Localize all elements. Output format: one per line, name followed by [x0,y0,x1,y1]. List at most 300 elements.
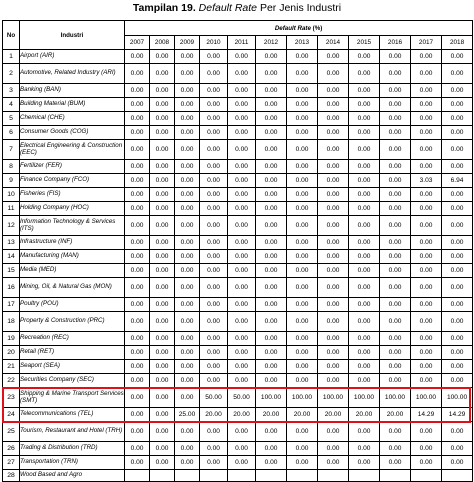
rate-cell: 0.00 [150,126,175,140]
rate-cell: 0.00 [228,216,256,236]
rate-cell: 20.00 [287,408,318,422]
rate-cell: 0.00 [442,216,473,236]
rate-cell: 0.00 [318,422,349,442]
industry-name: Airport (AIR) [20,50,125,64]
rate-cell: 0.00 [125,188,150,202]
industry-name: Poultry (POU) [20,298,125,312]
rate-cell: 0.00 [125,388,150,408]
rate-cell: 0.00 [228,50,256,64]
rate-cell: 0.00 [200,50,228,64]
rate-cell: 0.00 [287,312,318,332]
rate-cell [256,470,287,482]
rate-cell: 0.00 [150,98,175,112]
rate-cell: 0.00 [228,360,256,374]
rate-cell: 0.00 [175,298,200,312]
rate-cell: 0.00 [150,360,175,374]
rate-cell: 0.00 [411,442,442,456]
rate-cell: 0.00 [380,188,411,202]
header-industry: Industri [20,21,125,50]
rate-cell: 0.00 [380,98,411,112]
row-number: 6 [3,126,20,140]
rate-cell: 0.00 [256,126,287,140]
rate-cell: 0.00 [256,112,287,126]
rate-cell: 100.00 [380,388,411,408]
rate-cell: 0.00 [175,112,200,126]
industry-name: Banking (BAN) [20,84,125,98]
rate-cell: 0.00 [125,160,150,174]
rate-cell: 0.00 [442,84,473,98]
rate-cell: 20.00 [256,408,287,422]
rate-cell: 0.00 [256,84,287,98]
rate-cell: 0.00 [200,422,228,442]
row-number: 18 [3,312,20,332]
rate-cell: 0.00 [411,278,442,298]
row-number: 26 [3,442,20,456]
rate-cell: 0.00 [287,50,318,64]
rate-cell: 0.00 [318,216,349,236]
rate-cell: 0.00 [228,140,256,160]
rate-cell: 0.00 [287,332,318,346]
rate-cell: 0.00 [256,332,287,346]
rate-cell: 0.00 [318,278,349,298]
rate-cell: 0.00 [380,160,411,174]
rate-cell: 0.00 [442,202,473,216]
rate-cell: 0.00 [380,140,411,160]
rate-cell: 0.00 [318,236,349,250]
title-rest: Per Jenis Industri [259,2,342,14]
rate-cell: 0.00 [442,332,473,346]
rate-cell: 0.00 [200,312,228,332]
rate-cell: 0.00 [175,160,200,174]
rate-cell: 0.00 [380,332,411,346]
rate-cell: 0.00 [318,160,349,174]
rate-cell: 0.00 [442,50,473,64]
header-default-rate-label: Default Rate [274,24,311,32]
rate-cell: 0.00 [442,160,473,174]
rate-cell: 0.00 [380,216,411,236]
rate-cell: 0.00 [150,388,175,408]
rate-cell: 0.00 [150,422,175,442]
rate-cell: 0.00 [200,250,228,264]
rate-cell: 0.00 [125,250,150,264]
rate-cell: 0.00 [175,236,200,250]
rate-cell: 0.00 [442,312,473,332]
row-number: 10 [3,188,20,202]
rate-cell: 0.00 [256,250,287,264]
rate-cell: 0.00 [228,298,256,312]
rate-cell: 0.00 [411,140,442,160]
rate-cell: 20.00 [380,408,411,422]
row-number: 22 [3,374,20,388]
rate-cell: 0.00 [411,422,442,442]
rate-cell: 0.00 [411,312,442,332]
rate-cell: 0.00 [349,298,380,312]
rate-cell: 0.00 [228,160,256,174]
industry-name: Mining, Oil, & Natural Gas (MON) [20,278,125,298]
rate-cell: 0.00 [256,264,287,278]
year-header: 2016 [380,36,411,50]
rate-cell [287,470,318,482]
rate-cell: 25.00 [175,408,200,422]
rate-cell: 0.00 [349,160,380,174]
rate-cell: 0.00 [287,374,318,388]
rate-cell: 0.00 [380,422,411,442]
rate-cell: 0.00 [442,298,473,312]
rate-cell: 100.00 [411,388,442,408]
rate-cell: 0.00 [380,112,411,126]
rate-cell: 0.00 [411,64,442,84]
rate-cell: 0.00 [442,360,473,374]
rate-cell: 0.00 [287,64,318,84]
table-row [3,250,473,264]
rate-cell: 0.00 [200,298,228,312]
rate-cell: 0.00 [380,442,411,456]
rate-cell: 0.00 [125,346,150,360]
rate-cell: 0.00 [150,264,175,278]
table-row [3,174,473,188]
rate-cell: 0.00 [442,442,473,456]
rate-cell: 0.00 [287,264,318,278]
rate-cell: 0.00 [380,298,411,312]
rate-cell: 0.00 [150,408,175,422]
rate-cell: 0.00 [287,126,318,140]
rate-cell: 0.00 [318,250,349,264]
rate-cell: 0.00 [125,64,150,84]
industry-name: Fisheries (FIS) [20,188,125,202]
rate-cell: 0.00 [411,50,442,64]
rate-cell: 0.00 [318,126,349,140]
rate-cell: 0.00 [200,84,228,98]
rate-cell: 0.00 [411,374,442,388]
rate-cell: 14.29 [442,408,473,422]
rate-cell: 0.00 [256,140,287,160]
rate-cell: 0.00 [228,346,256,360]
rate-cell: 100.00 [256,388,287,408]
rate-cell: 0.00 [411,98,442,112]
rate-cell: 0.00 [200,174,228,188]
rate-cell: 0.00 [442,278,473,298]
rate-cell: 0.00 [125,312,150,332]
rate-cell: 0.00 [287,236,318,250]
rate-cell: 0.00 [175,456,200,470]
year-header: 2018 [442,36,473,50]
rate-cell: 0.00 [411,188,442,202]
rate-cell: 0.00 [349,332,380,346]
year-header: 2011 [228,36,256,50]
rate-cell: 0.00 [125,264,150,278]
rate-cell: 0.00 [380,174,411,188]
industry-name: Chemical (CHE) [20,112,125,126]
rate-cell: 0.00 [411,126,442,140]
rate-cell: 0.00 [349,264,380,278]
rate-cell [200,470,228,482]
rate-cell: 0.00 [442,422,473,442]
row-number: 21 [3,360,20,374]
rate-cell: 0.00 [287,278,318,298]
rate-cell: 0.00 [256,298,287,312]
rate-cell: 0.00 [442,250,473,264]
rate-cell: 0.00 [175,264,200,278]
rate-cell: 0.00 [150,216,175,236]
rate-cell: 0.00 [318,442,349,456]
rate-cell: 0.00 [175,332,200,346]
rate-cell: 3.03 [411,174,442,188]
rate-cell: 0.00 [228,84,256,98]
industry-name: Transportation (TRN) [20,456,125,470]
rate-cell: 0.00 [228,126,256,140]
rate-cell: 0.00 [411,360,442,374]
rate-cell: 0.00 [125,50,150,64]
table-row [3,112,473,126]
year-header: 2014 [318,36,349,50]
rate-cell: 0.00 [150,202,175,216]
rate-cell: 6.94 [442,174,473,188]
industry-name: Securities Company (SEC) [20,374,125,388]
rate-cell: 0.00 [318,174,349,188]
rate-cell [380,470,411,482]
rate-cell: 0.00 [256,346,287,360]
rate-cell: 0.00 [256,98,287,112]
rate-cell: 0.00 [125,174,150,188]
rate-cell: 0.00 [380,456,411,470]
rate-cell: 0.00 [442,188,473,202]
year-header: 2009 [175,36,200,50]
rate-cell: 0.00 [125,278,150,298]
industry-name: Property & Construction (PRC) [20,312,125,332]
table-row [3,84,473,98]
rate-cell: 0.00 [256,312,287,332]
rate-cell: 0.00 [318,264,349,278]
rate-cell: 0.00 [442,126,473,140]
rate-cell: 0.00 [256,456,287,470]
rate-cell: 0.00 [256,442,287,456]
year-header: 2017 [411,36,442,50]
table-row [3,298,473,312]
year-header: 2013 [287,36,318,50]
row-number: 13 [3,236,20,250]
rate-cell: 0.00 [411,264,442,278]
rate-cell: 0.00 [380,374,411,388]
row-number: 3 [3,84,20,98]
rate-cell: 0.00 [318,64,349,84]
rate-cell: 0.00 [349,250,380,264]
rate-cell: 0.00 [200,456,228,470]
row-number: 24 [3,408,20,422]
row-number: 1 [3,50,20,64]
row-number: 4 [3,98,20,112]
table-row [3,236,473,250]
rate-cell: 0.00 [200,374,228,388]
rate-cell: 0.00 [125,408,150,422]
rate-cell: 0.00 [287,140,318,160]
table-row [3,264,473,278]
rate-cell: 0.00 [287,160,318,174]
rate-cell: 0.00 [200,264,228,278]
rate-cell: 0.00 [200,278,228,298]
rate-cell: 0.00 [349,278,380,298]
rate-cell: 0.00 [287,84,318,98]
rate-cell: 0.00 [411,332,442,346]
rate-cell: 0.00 [228,236,256,250]
rate-cell: 0.00 [200,112,228,126]
rate-cell: 0.00 [150,188,175,202]
rate-cell: 0.00 [380,126,411,140]
rate-cell: 0.00 [442,374,473,388]
rate-cell: 0.00 [200,360,228,374]
row-number: 8 [3,160,20,174]
rate-cell: 0.00 [318,332,349,346]
rate-cell: 50.00 [228,388,256,408]
industry-name: Wood Based and Agro [20,470,125,482]
year-header: 2015 [349,36,380,50]
rate-cell: 0.00 [287,202,318,216]
rate-cell: 0.00 [318,374,349,388]
rate-cell: 0.00 [287,216,318,236]
year-header: 2008 [150,36,175,50]
rate-cell: 20.00 [318,408,349,422]
rate-cell: 0.00 [125,202,150,216]
rate-cell: 0.00 [442,98,473,112]
rate-cell: 0.00 [228,250,256,264]
rate-cell: 0.00 [349,202,380,216]
title-italic: Default Rate [198,2,258,14]
rate-cell: 0.00 [349,374,380,388]
rate-cell: 0.00 [287,112,318,126]
rate-cell: 0.00 [349,64,380,84]
rate-cell: 0.00 [349,236,380,250]
rate-cell: 0.00 [150,298,175,312]
rate-cell: 0.00 [380,346,411,360]
rate-cell: 0.00 [349,84,380,98]
rate-cell: 0.00 [411,202,442,216]
rate-cell: 0.00 [200,216,228,236]
rate-cell: 0.00 [125,332,150,346]
rate-cell: 0.00 [287,422,318,442]
rate-cell: 0.00 [175,312,200,332]
rate-cell: 0.00 [349,112,380,126]
rate-cell: 0.00 [175,216,200,236]
rate-cell: 0.00 [287,442,318,456]
rate-cell: 0.00 [411,456,442,470]
rate-cell: 0.00 [380,50,411,64]
industry-name: Manufacturing (MAN) [20,250,125,264]
rate-cell: 0.00 [175,64,200,84]
rate-cell: 0.00 [442,140,473,160]
rate-cell: 0.00 [411,250,442,264]
row-number: 20 [3,346,20,360]
rate-cell: 0.00 [256,216,287,236]
year-header: 2012 [256,36,287,50]
rate-cell: 0.00 [150,278,175,298]
table-row [3,312,473,332]
rate-cell: 0.00 [228,442,256,456]
row-number: 28 [3,470,20,482]
rate-cell: 0.00 [150,332,175,346]
rate-cell: 14.29 [411,408,442,422]
rate-cell: 0.00 [256,50,287,64]
rate-cell [349,470,380,482]
rate-cell: 0.00 [318,312,349,332]
rate-cell: 0.00 [150,112,175,126]
row-number: 23 [3,388,20,408]
rate-cell: 0.00 [411,346,442,360]
rate-cell: 0.00 [380,250,411,264]
rate-cell: 0.00 [200,98,228,112]
industry-name: Holding Company (HOC) [20,202,125,216]
rate-cell: 0.00 [380,202,411,216]
rate-cell: 0.00 [349,442,380,456]
rate-cell: 0.00 [228,456,256,470]
rate-cell: 0.00 [256,360,287,374]
rate-cell: 0.00 [200,64,228,84]
table-row [3,50,473,64]
industry-name: Telecommunications (TEL) [20,408,125,422]
rate-cell: 0.00 [175,346,200,360]
table-row [3,160,473,174]
header-default-rate [125,21,473,36]
rate-cell: 0.00 [125,216,150,236]
rate-cell: 0.00 [318,140,349,160]
title-label: Tampilan 19. [132,2,196,14]
rate-cell: 0.00 [442,236,473,250]
rate-cell [442,470,473,482]
industry-name: Recreation (REC) [20,332,125,346]
row-number: 17 [3,298,20,312]
rate-cell: 0.00 [125,236,150,250]
table-row [3,98,473,112]
rate-cell: 0.00 [125,442,150,456]
rate-cell: 0.00 [125,374,150,388]
rate-cell: 0.00 [175,98,200,112]
rate-cell: 0.00 [442,64,473,84]
table-row [3,188,473,202]
rate-cell: 0.00 [200,188,228,202]
rate-cell: 0.00 [200,160,228,174]
rate-cell: 0.00 [256,422,287,442]
rate-cell: 0.00 [150,236,175,250]
row-number: 12 [3,216,20,236]
rate-cell: 0.00 [380,84,411,98]
table-row [3,126,473,140]
rate-cell: 0.00 [349,50,380,64]
rate-cell: 0.00 [125,422,150,442]
rate-cell: 0.00 [175,126,200,140]
rate-cell: 0.00 [256,174,287,188]
rate-cell: 20.00 [200,408,228,422]
rate-cell: 0.00 [349,216,380,236]
rate-cell: 0.00 [150,312,175,332]
table-row [3,216,473,236]
rate-cell: 0.00 [318,112,349,126]
rate-cell: 0.00 [175,174,200,188]
rate-cell: 0.00 [200,442,228,456]
rate-cell: 0.00 [228,264,256,278]
rate-cell: 0.00 [287,250,318,264]
rate-cell [411,470,442,482]
rate-cell: 0.00 [411,216,442,236]
rate-cell: 0.00 [256,236,287,250]
rate-cell: 0.00 [256,374,287,388]
rate-cell: 0.00 [318,50,349,64]
row-number: 11 [3,202,20,216]
industry-name: Information Technology & Services (ITS) [20,216,125,236]
rate-cell: 0.00 [380,264,411,278]
header-no: No [3,21,20,50]
rate-cell: 0.00 [125,84,150,98]
row-number: 14 [3,250,20,264]
rate-cell: 0.00 [228,312,256,332]
rate-cell: 0.00 [442,264,473,278]
